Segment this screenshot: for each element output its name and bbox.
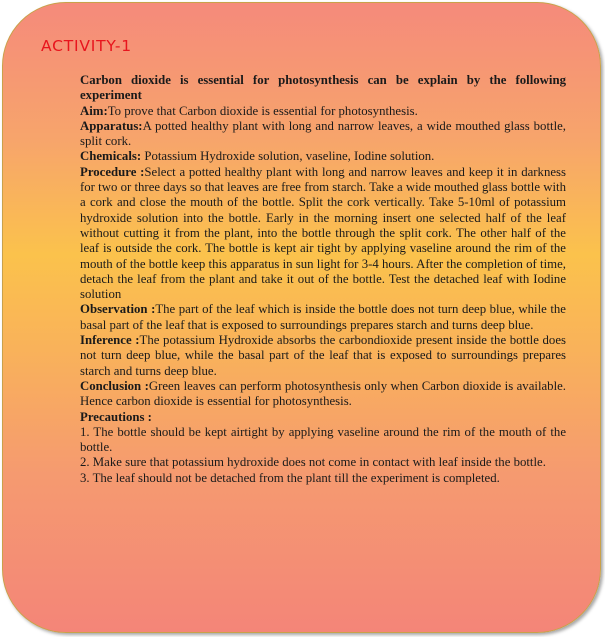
observation-text: The part of the leaf which is inside the bottle does not turn deep blue, while the basal part of the leaf that is exposed to surroundings prepares starch and turns deep blue. [80, 302, 566, 332]
intro-heading [80, 73, 566, 104]
precaution-item: 3. The leaf should not be detached from the plant till the experiment is completed. [80, 470, 500, 485]
intro-text: Carbon dioxide is essential for photosynthesis can be explain by the following experiment [80, 73, 566, 103]
conclusion-text: Green leaves can perform photosynthesis only when Carbon dioxide is available. Hence carbon dioxide is essential for photosynthesis. [80, 378, 567, 409]
procedure-text: Select a potted healthy plant with long and narrow leaves and keep it in darkness for two or three days so that leaves are free from starch. Take a wide mouthed glass bottle with a cork and close the mouth of the bottle. Split the cork vertically. Take 5-10ml of potassium hydroxide solution into the bottle. Early in the morning insert one selected half of the leaf without cutting it from the plant, into the bottle through the split cork. The other half of the leaf is outside the cork. The bottle is kept air tight by applying vaseline around the rim of the mouth of the bottle keep this apparatus in sun light for 3-4 hours. After the completion of time, detach the leaf from the plant and take it out of the bottle. Test the detached leaf with Iodine solution [80, 164, 566, 302]
procedure-label: Procedure : [80, 164, 145, 179]
apparatus-text: A potted healthy plant with long and narrow leaves, a wide mouthed glass bottle, split cork. [80, 118, 566, 149]
observation-paragraph [80, 302, 566, 333]
procedure-paragraph [80, 165, 566, 303]
activity-content [80, 73, 566, 486]
chemicals-paragraph [80, 149, 566, 164]
apparatus-paragraph [80, 119, 566, 150]
precautions-label: Precautions : [80, 409, 152, 424]
chemicals-text: Potassium Hydroxide solution, vaseline, Iodine solution. [141, 149, 435, 164]
precaution-item: 2. Make sure that potassium hydroxide does not come in contact with leaf inside the bottle. [80, 455, 546, 470]
chemicals-label: Chemicals: [80, 149, 142, 164]
conclusion-label: Conclusion : [80, 378, 149, 393]
precaution-item: 1. The bottle should be kept airtight by applying vaseline around the rim of the mouth of the bottle. [80, 424, 566, 455]
inference-text: The potassium Hydroxide absorbs the carbondioxide present inside the bottle does not turn deep blue, while the basal part of the leaf that is exposed to surroundings prepares starch and turns deep blue. [80, 333, 566, 378]
aim-paragraph [80, 104, 566, 119]
aim-text: To prove that Carbon dioxide is essential for photosynthesis. [107, 103, 418, 118]
inference-paragraph [80, 333, 566, 379]
activity-card [2, 2, 601, 633]
observation-label: Observation : [80, 302, 156, 317]
activity-title: ACTIVITY-1 [41, 37, 132, 55]
apparatus-label: Apparatus: [80, 118, 143, 133]
aim-label: Aim: [80, 103, 108, 118]
conclusion-paragraph [80, 379, 566, 410]
precautions-heading [80, 410, 566, 425]
inference-label: Inference : [80, 333, 140, 348]
